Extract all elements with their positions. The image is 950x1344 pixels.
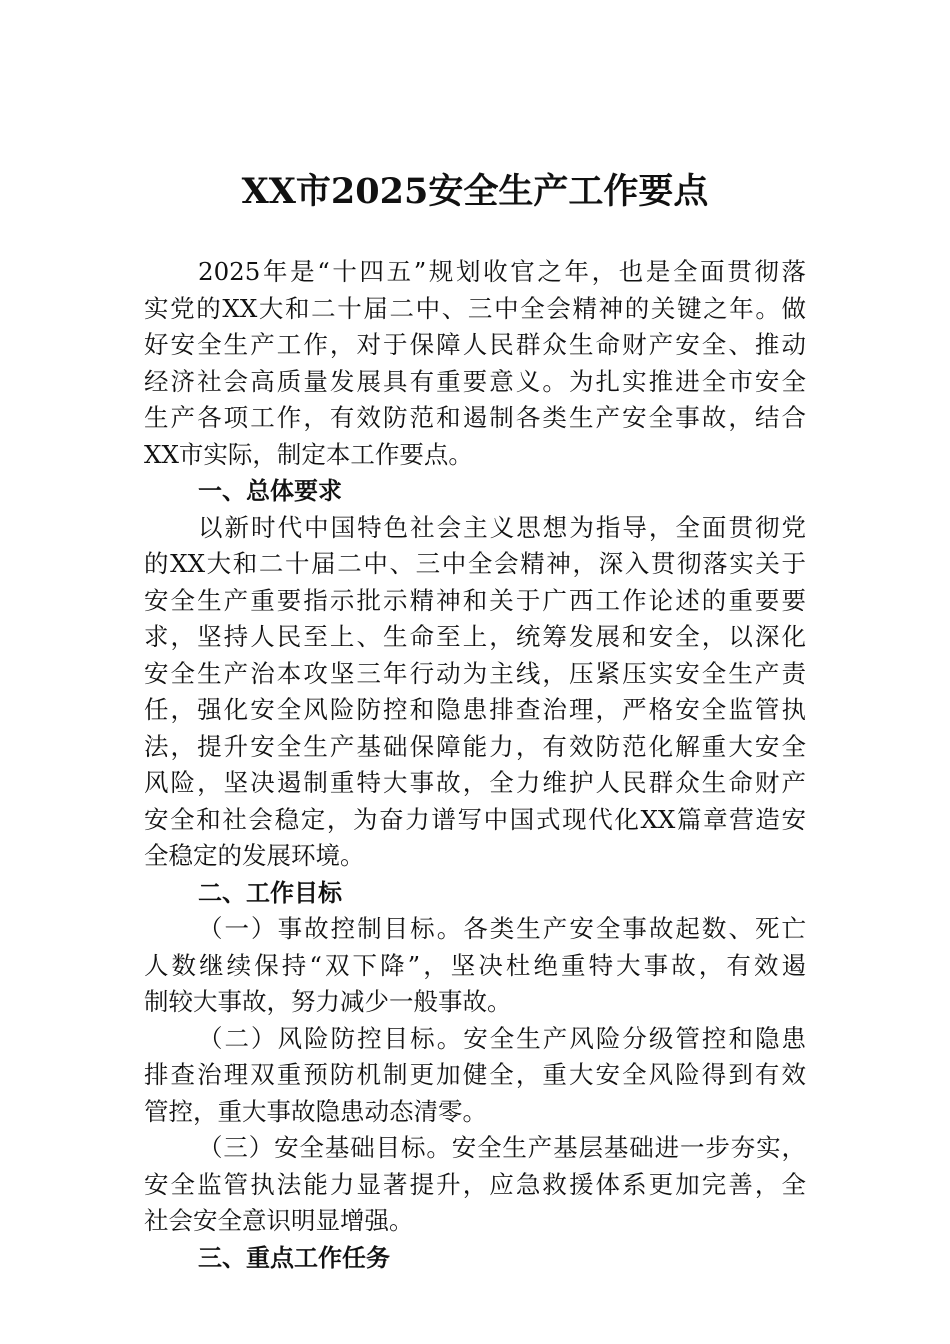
intro-line: XX市实际，制定本工作要点。: [144, 439, 473, 469]
goal-item-risk-control: [144, 1021, 806, 1131]
goal-line: 排查治理双重预防机制更加健全，重大安全风险得到有效: [144, 1060, 806, 1089]
section-heading-work-goals: 二、工作目标: [198, 878, 342, 907]
section1-line: 任，强化安全风险防控和隐患排查治理，严格安全监管执: [144, 695, 806, 724]
goal-line: 人数继续保持“双下降”，坚决杜绝重特大事故，有效遏: [144, 950, 806, 980]
section1-line: 求，坚持人民至上、生命至上，统筹发展和安全，以深化: [144, 622, 806, 651]
section1-line: 全稳定的发展环境。: [144, 841, 365, 870]
goal-item-safety-foundation: [144, 1130, 806, 1240]
document-title: XX市2025安全生产工作要点: [241, 171, 709, 212]
intro-paragraph: [144, 254, 806, 473]
section1-line: 以新时代中国特色社会主义思想为指导，全面贯彻党: [198, 512, 806, 542]
intro-line: 实党的XX大和二十届二中、三中全会精神的关键之年。做: [144, 293, 806, 323]
goal-line: （二）风险防控目标。安全生产风险分级管控和隐患: [198, 1023, 806, 1053]
section-heading-overall-requirements: 一、总体要求: [198, 477, 342, 505]
section-heading-key-tasks: 三、重点工作任务: [198, 1243, 390, 1272]
goal-line: （一）事故控制目标。各类生产安全事故起数、死亡: [198, 914, 806, 943]
section1-line: 安全和社会稳定，为奋力谱写中国式现代化XX篇章营造安: [144, 804, 806, 834]
goal-line: 社会安全意识明显增强。: [144, 1206, 414, 1235]
intro-line: 经济社会高质量发展具有重要意义。为扎实推进全市安全: [144, 366, 806, 396]
goal-line: 安全监管执法能力显著提升，应急救援体系更加完善，全: [144, 1169, 806, 1199]
section1-line: 安全生产治本攻坚三年行动为主线，压紧压实安全生产责: [144, 658, 806, 688]
intro-line: 好安全生产工作，对于保障人民群众生命财产安全、推动: [144, 330, 806, 359]
section1-line: 风险，坚决遏制重特大事故，全力维护人民群众生命财产: [144, 768, 806, 797]
document-body: [144, 254, 806, 1276]
goal-line: 管控，重大事故隐患动态清零。: [144, 1096, 487, 1126]
intro-line: 生产各项工作，有效防范和遏制各类生产安全事故，结合: [144, 403, 806, 432]
section1-paragraph: [144, 510, 806, 875]
goal-line: （三）安全基础目标。安全生产基层基础进一步夯实，: [198, 1133, 806, 1162]
intro-line: 2025年是“十四五”规划收官之年，也是全面贯彻落: [198, 257, 806, 286]
section1-line: 法，提升安全生产基础保障能力，有效防范化解重大安全: [144, 731, 806, 761]
section1-line: 安全生产重要指示批示精神和关于广西工作论述的重要要: [144, 585, 806, 615]
section1-line: 的XX大和二十届二中、三中全会精神，深入贯彻落实关于: [144, 549, 806, 578]
goal-line: 制较大事故，努力减少一般事故。: [144, 987, 512, 1016]
goal-item-accident-control: [144, 911, 806, 1021]
